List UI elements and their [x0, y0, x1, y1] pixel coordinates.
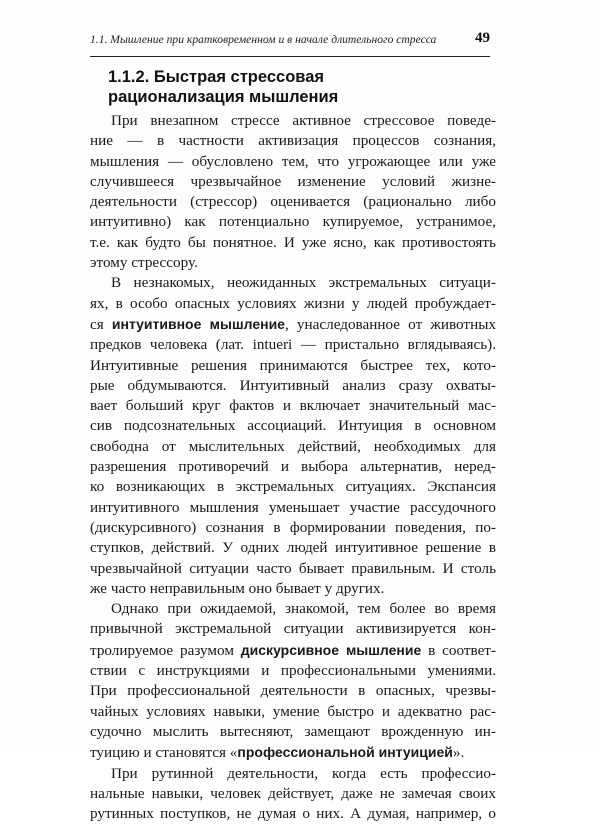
text-line: нальные навыки, человек действует, даже не замечая своих — [90, 784, 496, 802]
text-line: деятельности (стрессор) оценивается (рационально либо — [90, 193, 496, 211]
text-line: В незнакомых, неожиданных экстремальных ситуаци- — [111, 274, 496, 292]
text-line: ствии с инструкциями и профессиональными умениями. — [90, 662, 496, 680]
text-line: При профессиональной деятельности в опасных, чрезвы- — [90, 682, 496, 700]
text-line: (дискурсивного) сознания в формировании поведения, по- — [90, 518, 496, 536]
text-line: разрешения противоречий и выбора альтернатив, неред- — [90, 458, 496, 476]
text-line — [90, 640, 496, 661]
running-head: 1.1. Мышление при кратковременном и в начале длительного стресса — [90, 33, 437, 46]
text-line: ступков, действий. У одних людей интуитивное решение в — [90, 539, 496, 557]
text-line: вает больший круг фактов и включает значительный мас- — [90, 397, 496, 415]
text-line: чрезвычайной ситуации часто бывает правильным. И столь — [90, 559, 496, 577]
page-number: 49 — [475, 30, 490, 46]
text-line: При внезапном стрессе активное стрессовое поведе- — [111, 112, 496, 129]
text-line: предков человека (лат. intueri — пристально вглядываясь). — [90, 336, 496, 354]
text-line: случившееся чрезвычайное изменение условий жизне- — [90, 172, 496, 190]
page-header — [90, 30, 490, 57]
text-line: рутинных поступков, не думая о них. А думая, например, о — [90, 805, 496, 823]
text-line: Однако при ожидаемой, знакомой, тем более во время — [111, 600, 496, 618]
text-line: рые обдумываются. Интуитивный анализ сразу охваты- — [90, 376, 496, 394]
text-span: ся — [90, 315, 112, 333]
text-span: , унаследованное от животных — [284, 315, 496, 333]
text-line: же часто неправильным оно бывает у других. — [90, 579, 385, 597]
text-line: чайных условиях навыки, умение быстро и адекватно рас- — [90, 702, 496, 720]
text-span: тролируемое разумом — [90, 641, 241, 659]
text-line: ях, в особо опасных условиях жизни у людей пробуждает- — [90, 294, 496, 312]
text-line: привычной экстремальной ситуации активизируется кон- — [90, 620, 496, 638]
bold-term: профессиональной интуицией — [237, 744, 453, 761]
section-title-line: 1.1.2. Быстрая стрессовая — [108, 68, 324, 86]
bold-term: дискурсивное мышление — [240, 641, 422, 658]
text-line: мышления — обусловлено тем, что угрожающее или уже — [90, 152, 496, 170]
body-text — [90, 111, 496, 824]
text-line: ко возникающих в экстремальных ситуациях. Экспансия — [90, 478, 496, 496]
text-line: ние — в частности активизация процессов сознания, — [90, 132, 496, 150]
text-span: в соответ- — [421, 641, 497, 659]
text-line: Интуитивные решения принимаются быстрее тех, кото- — [90, 356, 496, 374]
text-line: интуитивно) как потенциально купируемое, устранимое, — [90, 213, 496, 231]
text-line: интуитивного мышления уменьшает участие рассудочного — [90, 498, 496, 516]
bold-term: интуитивное мышление — [111, 315, 285, 332]
text-line: этому стрессору. — [90, 254, 198, 272]
text-line: сив подсознательных ассоциаций. Интуиция в основном — [90, 417, 496, 435]
text-line: свободна от мыслительных действий, необходимых для — [90, 437, 496, 455]
text-line: судочно мыслить вытесняют, замещают врожденную ин- — [90, 722, 496, 740]
text-line — [90, 742, 496, 763]
text-span: туицию и становятся « — [90, 744, 238, 762]
section-title — [108, 67, 468, 107]
section-title-line: рационализация мышления — [108, 88, 339, 106]
text-span: ». — [452, 744, 465, 762]
text-line — [90, 314, 496, 335]
text-line: При рутинной деятельности, когда есть профессио- — [111, 764, 496, 782]
text-line: т.е. как будто бы понятное. И уже ясно, как противостоять — [90, 233, 496, 251]
